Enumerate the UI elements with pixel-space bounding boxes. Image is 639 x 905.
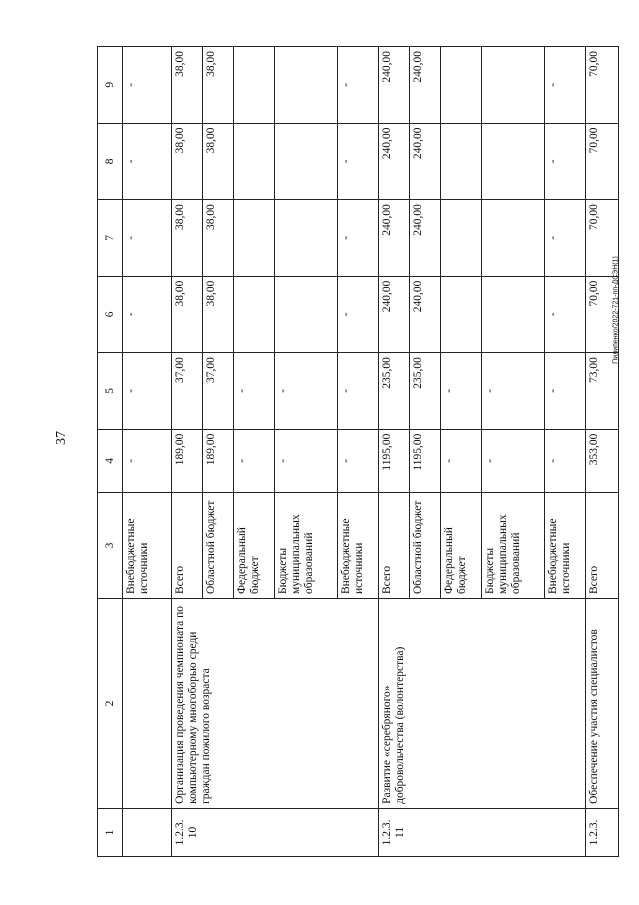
value-cell: - [123, 200, 172, 277]
value-cell: 38,00 [172, 123, 203, 200]
value-cell [234, 123, 275, 200]
value-cell: 240,00 [379, 47, 410, 124]
value-cell: - [123, 429, 172, 492]
column-number-row [98, 47, 123, 857]
value-cell [482, 276, 545, 353]
value-cell: 240,00 [410, 200, 441, 277]
value-cell: 37,00 [203, 353, 234, 430]
item-name: Организация проведения чемпионата по компьютерному многоборью среди граждан пожилого возраста [172, 599, 379, 809]
col-header-2: 2 [98, 599, 123, 809]
value-cell: 70,00 [586, 276, 619, 353]
value-cell: 353,00 [586, 429, 619, 492]
value-cell [234, 47, 275, 124]
funding-source: Бюджеты муниципальных образований [275, 493, 338, 599]
value-cell: - [545, 47, 586, 124]
value-cell: 240,00 [410, 276, 441, 353]
col-header-9: 9 [98, 47, 123, 124]
value-cell: - [545, 200, 586, 277]
value-cell: 38,00 [172, 200, 203, 277]
col-header-8: 8 [98, 123, 123, 200]
value-cell: - [441, 429, 482, 492]
value-cell: - [482, 353, 545, 430]
budget-table [97, 46, 619, 857]
funding-source: Областной бюджет [203, 493, 234, 599]
value-cell: - [338, 429, 379, 492]
item-name-cell [123, 599, 172, 809]
item-name: Развитие «серебряного» добровольчества (волонтерства) [379, 599, 586, 809]
value-cell: 38,00 [203, 123, 234, 200]
value-cell: 1195,00 [410, 429, 441, 492]
value-cell: 189,00 [203, 429, 234, 492]
table-row [123, 47, 172, 857]
funding-source: Внебюджетные источники [545, 493, 586, 599]
value-cell [275, 123, 338, 200]
value-cell: 240,00 [410, 123, 441, 200]
value-cell: - [123, 353, 172, 430]
value-cell: - [123, 276, 172, 353]
item-code: 1.2.3. [586, 808, 619, 856]
value-cell: - [275, 429, 338, 492]
funding-source: Бюджеты муниципальных образований [482, 493, 545, 599]
value-cell: 189,00 [172, 429, 203, 492]
value-cell: 240,00 [410, 47, 441, 124]
value-cell: 70,00 [586, 123, 619, 200]
value-cell: - [338, 123, 379, 200]
value-cell: 38,00 [172, 276, 203, 353]
funding-source: Федеральный бюджет [441, 493, 482, 599]
value-cell [441, 47, 482, 124]
value-cell: 73,00 [586, 353, 619, 430]
funding-source: Всего [172, 493, 203, 599]
table-frame [97, 46, 600, 857]
value-cell [275, 200, 338, 277]
table-row [586, 47, 619, 857]
funding-source: Внебюджетные источники [123, 493, 172, 599]
value-cell: - [234, 429, 275, 492]
value-cell: - [441, 353, 482, 430]
value-cell: - [338, 200, 379, 277]
value-cell: 38,00 [203, 47, 234, 124]
item-code-cell [123, 808, 172, 856]
value-cell: - [123, 47, 172, 124]
col-header-1: 1 [98, 808, 123, 856]
value-cell: - [338, 47, 379, 124]
col-header-5: 5 [98, 353, 123, 430]
value-cell: 240,00 [379, 200, 410, 277]
value-cell [234, 276, 275, 353]
value-cell: - [338, 276, 379, 353]
value-cell: 37,00 [172, 353, 203, 430]
funding-source: Всего [586, 493, 619, 599]
value-cell: 70,00 [586, 47, 619, 124]
value-cell [482, 200, 545, 277]
col-header-6: 6 [98, 276, 123, 353]
value-cell: 1195,00 [379, 429, 410, 492]
page-number: 37 [54, 431, 69, 445]
value-cell [275, 276, 338, 353]
value-cell [482, 47, 545, 124]
table-row [379, 47, 410, 857]
value-cell: 240,00 [379, 123, 410, 200]
funding-source: Внебюджетные источники [338, 493, 379, 599]
value-cell: - [234, 353, 275, 430]
value-cell: - [275, 353, 338, 430]
value-cell: - [123, 123, 172, 200]
value-cell: - [545, 353, 586, 430]
value-cell: 38,00 [203, 276, 234, 353]
value-cell [441, 123, 482, 200]
value-cell: - [545, 429, 586, 492]
value-cell: 235,00 [410, 353, 441, 430]
value-cell [482, 123, 545, 200]
col-header-7: 7 [98, 200, 123, 277]
value-cell: - [338, 353, 379, 430]
value-cell: 70,00 [586, 200, 619, 277]
value-cell [234, 200, 275, 277]
funding-source: Федеральный бюджет [234, 493, 275, 599]
funding-source: Областной бюджет [410, 493, 441, 599]
item-code: 1.2.3. 11 [379, 808, 586, 856]
funding-source: Всего [379, 493, 410, 599]
col-header-3: 3 [98, 493, 123, 599]
value-cell [441, 200, 482, 277]
rotated-table-wrapper [97, 46, 600, 857]
value-cell [275, 47, 338, 124]
item-code: 1.2.3. 10 [172, 808, 379, 856]
value-cell: - [482, 429, 545, 492]
value-cell: - [545, 276, 586, 353]
value-cell: 38,00 [172, 47, 203, 124]
value-cell [441, 276, 482, 353]
value-cell: - [545, 123, 586, 200]
col-header-4: 4 [98, 429, 123, 492]
value-cell: 38,00 [203, 200, 234, 277]
value-cell: 240,00 [379, 276, 410, 353]
item-name: Обеспечение участия специалистов [586, 599, 619, 809]
table-row [172, 47, 203, 857]
document-code: Пилипенко/2022-721-пп-ДСЭН(1) [612, 256, 620, 364]
value-cell: 235,00 [379, 353, 410, 430]
